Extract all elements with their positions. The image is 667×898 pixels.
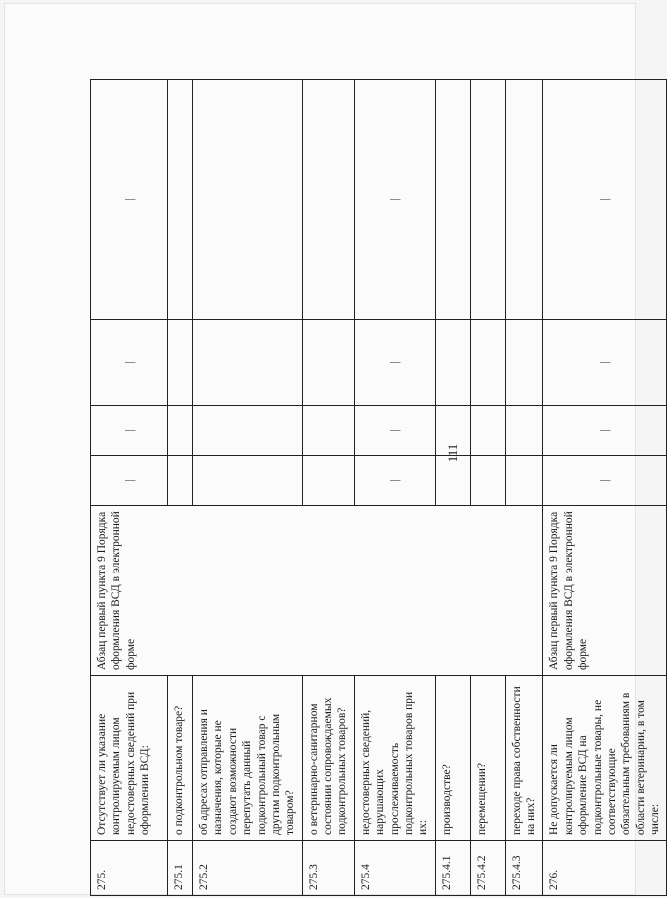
row-number: 275.4.1: [435, 841, 470, 896]
row-question: переходе права собственности на них?: [505, 676, 543, 841]
answer-na-cell: [505, 320, 543, 406]
table-row: [435, 80, 470, 896]
answer-no-cell: [470, 406, 505, 456]
table-row: [505, 80, 543, 896]
table-row: [354, 80, 435, 896]
notes-cell: [435, 80, 470, 320]
answer-na-cell: [193, 320, 303, 406]
notes-cell: [470, 80, 505, 320]
answer-na-cell: [302, 320, 354, 406]
table-row: [543, 80, 667, 896]
row-question: производстве?: [435, 676, 470, 841]
answer-yes-cell: [435, 456, 470, 506]
page-number: 111: [445, 443, 460, 463]
notes-cell: [505, 80, 543, 320]
answer-yes-cell: [470, 456, 505, 506]
row-question: о подконтрольном товаре?: [168, 676, 193, 841]
answer-no-cell: |: [354, 406, 435, 456]
answer-no-cell: |: [91, 406, 168, 456]
answer-yes-cell: |: [354, 456, 435, 506]
row-question: об адресах отправления и назначения, которые не создают возможности перепутать данный подконтрольный товар с другим подконтрольным товаром?: [193, 676, 303, 841]
row-question: Отсутствует ли указание контролируемым лицом недостоверных сведений при оформлении ВСД:: [91, 676, 168, 841]
row-number: 275.: [91, 841, 168, 896]
row-number: 275.4.2: [470, 841, 505, 896]
answer-yes-cell: |: [91, 456, 168, 506]
answer-no-cell: [193, 406, 303, 456]
table-row: [168, 80, 193, 896]
table-row: [470, 80, 505, 896]
answer-no-cell: [302, 406, 354, 456]
answer-yes-cell: [302, 456, 354, 506]
notes-cell: |: [354, 80, 435, 320]
table-row: [302, 80, 354, 896]
answer-yes-cell: [505, 456, 543, 506]
row-number: 276.: [543, 841, 667, 896]
notes-cell: [302, 80, 354, 320]
row-number: 275.1: [168, 841, 193, 896]
answer-na-cell: [435, 320, 470, 406]
row-number: 275.3: [302, 841, 354, 896]
answer-no-cell: [505, 406, 543, 456]
row-legal-reference: Абзац первый пункта 9 Порядка оформления ВСД в электронной форме: [91, 506, 543, 676]
answer-na-cell: [168, 320, 193, 406]
answer-no-cell: [168, 406, 193, 456]
answer-no-cell: [435, 406, 470, 456]
answer-na-cell: |: [354, 320, 435, 406]
answer-yes-cell: |: [543, 456, 667, 506]
notes-cell: [193, 80, 303, 320]
notes-cell: |: [543, 80, 667, 320]
row-number: 275.4: [354, 841, 435, 896]
answer-yes-cell: [193, 456, 303, 506]
row-question: недостоверных сведений, нарушающих прослеживаемость подконтрольных товаров при их:: [354, 676, 435, 841]
table-row: [91, 80, 168, 896]
notes-cell: |: [91, 80, 168, 320]
answer-no-cell: |: [543, 406, 667, 456]
document-page: [5, 4, 661, 894]
answer-na-cell: |: [543, 320, 667, 406]
checklist-table-rotated: [90, 80, 661, 896]
table-row: [193, 80, 303, 896]
row-number: 275.2: [193, 841, 303, 896]
row-question: Не допускается ли контролируемым лицом оформление ВСД на подконтрольные товары, не соответствующие обязательным требованиям в области ветеринарии, в том числе:: [543, 676, 667, 841]
answer-yes-cell: [168, 456, 193, 506]
checklist-table: [90, 79, 667, 896]
row-number: 275.4.3: [505, 841, 543, 896]
answer-na-cell: |: [91, 320, 168, 406]
row-question: перемещении?: [470, 676, 505, 841]
row-legal-reference: Абзац первый пункта 9 Порядка оформления ВСД в электронной форме: [543, 506, 667, 676]
notes-cell: [168, 80, 193, 320]
row-question: о ветеринарно-санитарном состоянии сопровождаемых подконтрольных товаров?: [302, 676, 354, 841]
answer-na-cell: [470, 320, 505, 406]
